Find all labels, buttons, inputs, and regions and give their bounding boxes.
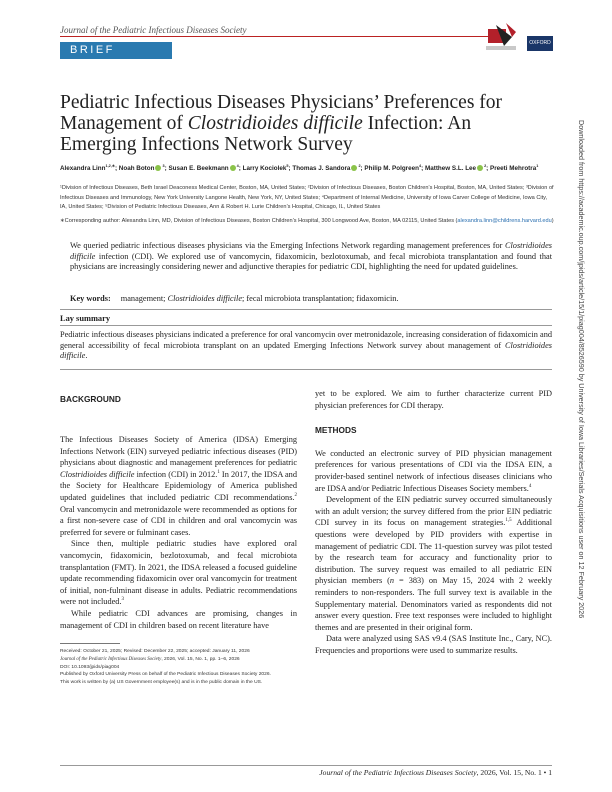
author: Thomas J. Sandora $^2$: [292, 163, 361, 172]
download-watermark: Downloaded from https://academic.oup.com/jpids/article/15/1/piag004/8526590 by University of Iowa Libraries/Serials Acquisitions user on 12 February 2026: [577, 120, 586, 619]
paragraph: Since then, multiple pediatric studies have explored oral vancomycin, fidaxomicin, bezlotoxumab, and fecal microbiota transplantation (FMT). In 2021, the IDSA released a focused guideline update recommending fidaxomicin over oral vancomycin for treatment of initial, non-fulminant disease in adults. Pediatric recommendations were not included.$^3$: [60, 539, 297, 607]
paragraph: While pediatric CDI advances are promising, changes in management of CDI in children based on recent literature have: [60, 608, 297, 630]
author: Larry Kociolek$^5$: [242, 163, 289, 172]
author: Preeti Mehrotra$^1$: [490, 163, 539, 172]
orcid-icon[interactable]: [155, 165, 161, 171]
orcid-icon[interactable]: [230, 165, 236, 171]
lay-summary-heading: Lay summary: [60, 314, 111, 323]
paragraph: The Infectious Diseases Society of America (IDSA) Emerging Infections Network (EIN) surveyed pediatric infectious diseases (PID) physicians about diagnostic and management preferences for pediatric Clostridioides difficile infection (CDI) in 2012.$^1$ In 2017, the IDSA and the Society for Healthcare Epidemiology of America published updated guidelines that included pediatric CDI recommendations.$^2$ Oral vancomycin and metronidazole were recommended as options for a first non-severe case of CDI in children and oral vancomycin was preferred for severe or fulminant cases.: [60, 435, 297, 537]
author: Susan E. Beekmann $^4$: [168, 163, 239, 172]
abstract: We queried pediatric infectious diseases physicians via the Emerging Infections Network regarding management preferences for Clostridioides difficile infection (CDI). We explored use of vancomycin, fidaxomicin, bezlotoxumab, and fecal microbiota transplantation and found that physicians are increasingly considering newer and adjunctive therapies for pediatric CDI, highlighting the need for updated guidelines.: [70, 241, 552, 272]
paragraph: yet to be explored. We aim to further characterize current PID physician preferences for CDI therapy.: [315, 389, 552, 410]
methods-heading: METHODS: [315, 425, 357, 436]
background-heading: BACKGROUND: [60, 394, 121, 404]
right-column: [315, 388, 552, 656]
affiliations: ¹Division of Infectious Diseases, Beth Israel Deaconess Medical Center, Boston, MA, United States; ²Division of Infectious Diseases, Boston Children’s Hospital, Boston, MA, United States; ³Division of Infectious Diseases and Immunology, New York University Langone Health, New York, NY, United States; ⁴Department of Internal Medicine, University of Iowa Carver College of Medicine, Iowa City, IA, United States; ⁵Division of Pediatric Infectious Diseases, Ann & Robert H. Lurie Children’s Hospital, Chicago, IL, United States: [60, 185, 554, 211]
orcid-icon[interactable]: [351, 165, 357, 171]
divider: [60, 309, 552, 310]
oxford-logo-icon: OXFORD: [527, 36, 553, 51]
author-list: Alexandra Linn$^{1,2,∗}$; Noah Boton $^3$; Susan E. Beekmann $^4$; Larry Kociolek$^5$; Thomas J. Sandora $^2$; Philip M. Polgreen$^4$; Matthew S.L. Lee $^2$; Preeti Mehrotra$^1$: [60, 163, 539, 172]
article-footnote: Received: October 21, 2025; Revised: December 22, 2025; accepted: January 11, 2026 Journal of the Pediatric Infectious Diseases Society, 2026, Vol. 15, No. 1, pp. 1–6, 2026 DOI: 10.1093/jpids/piag004 Published by Oxford University Press on behalf of the Pediatric Infectious Diseases Society 2026. This work is written by (a) US Government employee(s) and is in the public domain in the US.: [60, 648, 300, 687]
background-section: [60, 434, 297, 631]
lay-summary-text: Pediatric infectious diseases physicians indicated a preference for oral vancomycin over metronidazole, increasing consideration of fidaxomicin and general accessibility of fecal microbiota transplant on an updated Emerging Infections Network survey about management of Clostridioides difficile.: [60, 330, 552, 361]
author: Matthew S.L. Lee $^2$: [424, 163, 487, 172]
paragraph: We conducted an electronic survey of PID physician management preferences for various presentations of CDI via the IDSA EIN, a provider-based sentinel network of infectious diseases clinicians who are IDSA and/or Pediatric Infectious Diseases Society members.$^4$: [315, 448, 552, 493]
orcid-icon[interactable]: [477, 165, 483, 171]
corresponding-author: ∗Corresponding author: Alexandra Linn, MD, Division of Infectious Diseases, Boston Children’s Hospital, 300 Longwood Ave, Boston, MA 02115, United States (alexandra.linn@childrens.harvard.edu): [60, 218, 554, 224]
article-type-banner: BRIEF REPORT: [60, 42, 172, 59]
running-journal-title: Journal of the Pediatric Infectious Diseases Society: [60, 25, 247, 35]
author: Alexandra Linn$^{1,2,∗}$: [60, 163, 115, 172]
email-link[interactable]: alexandra.linn@childrens.harvard.edu: [457, 218, 552, 224]
header-rule: [60, 36, 490, 37]
divider: [60, 369, 552, 370]
divider: [60, 325, 552, 326]
pids-logo-icon: [484, 20, 518, 52]
doi-link[interactable]: DOI: 10.1093/jpids/piag004: [60, 664, 120, 670]
paragraph: Data were analyzed using SAS v9.4 (SAS Institute Inc., Cary, NC). Frequencies and proportions were used to summarize results.: [315, 634, 552, 655]
paragraph: Development of the EIN pediatric survey occurred simultaneously with an adult version; the survey differed from the prior EIN pediatric CDI survey in its focus on management strategies.$^{1,5}$ Additional questions were developed by PID providers with expertise in management of pediatric CDI. The 11-question survey was pilot tested by the research team for accuracy and functionality prior to distribution. The survey request was emailed to all pediatric EIN physician members (n = 383) on May 15, 2024 with 2 weekly reminders to non-responders. The full survey text is available in the Supplementary material. Denominators varied as respondents did not answer every question. Free text responses were included to highlight themes and are presented in their original form.: [315, 495, 553, 632]
footnote-rule: [60, 643, 120, 644]
footer-rule: [60, 765, 552, 766]
author: Philip M. Polgreen$^4$: [364, 163, 422, 172]
keywords: Key words: management; Clostridioides difficile; fecal microbiota transplantation; fidaxomicin.: [70, 294, 399, 303]
author: Noah Boton $^3$: [118, 163, 165, 172]
page-footer: Journal of the Pediatric Infectious Diseases Society, 2026, Vol. 15, No. 1 • 1: [319, 768, 552, 777]
article-title: Pediatric Infectious Diseases Physicians’ Preferences for Management of Clostridioides difficile Infection: An Emerging Infections Network Survey: [60, 92, 503, 155]
